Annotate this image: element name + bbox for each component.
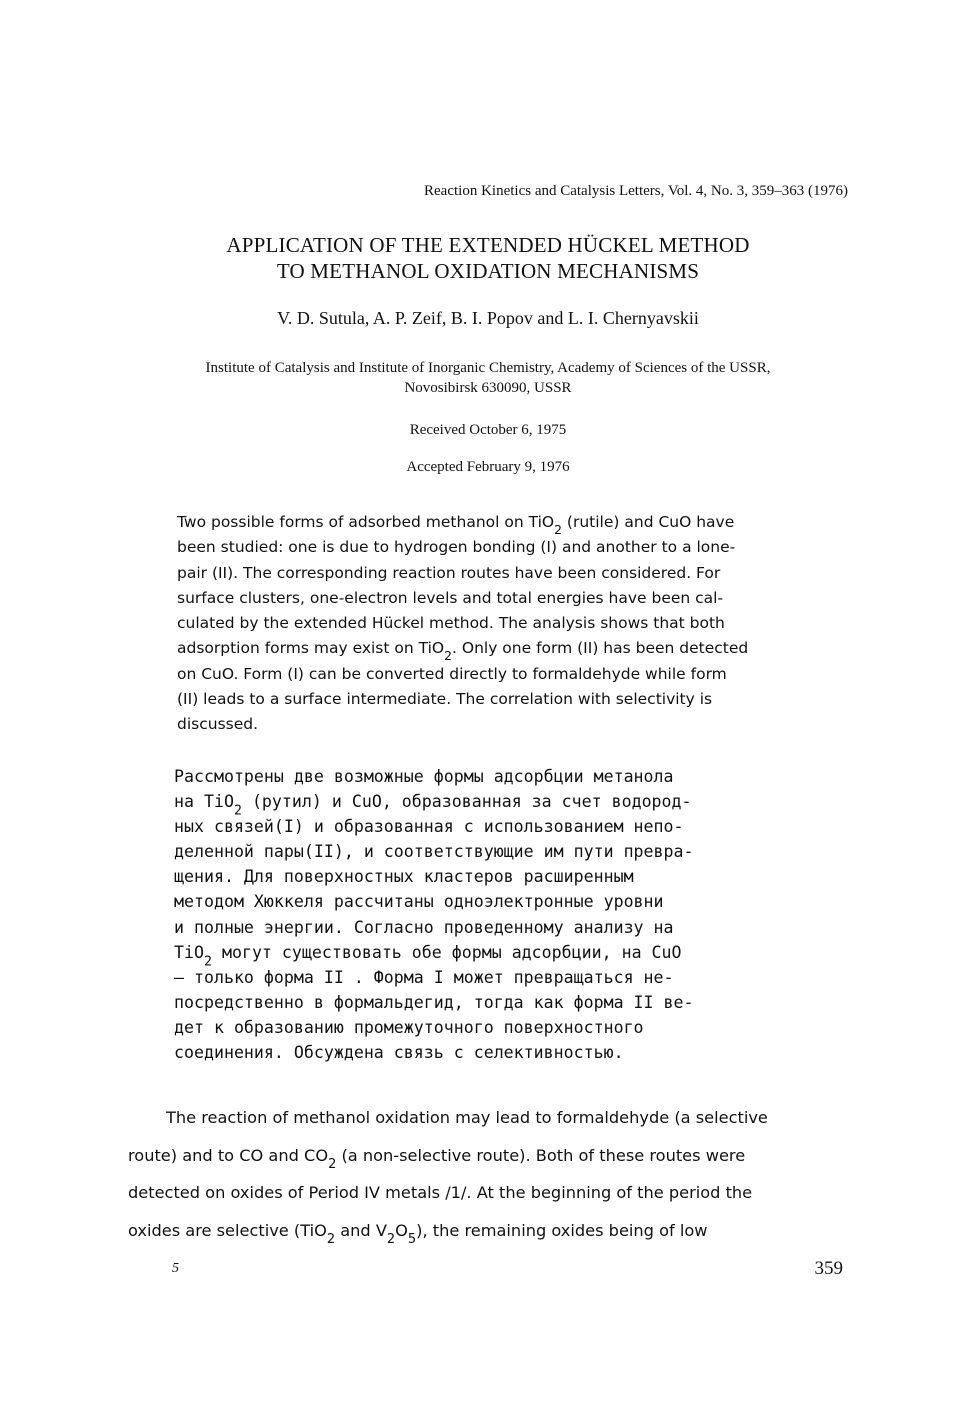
abstract-line: (II) leads to a surface intermediate. The correlation with selectivity is [177, 690, 713, 709]
abstract-line: – только форма II . Форма I может превращаться не- [174, 967, 674, 987]
abstract-line: и полные энергии. Согласно проведенному анализу на [174, 917, 674, 937]
accepted-date: Accepted February 9, 1976 [406, 459, 570, 475]
abstract-line: щения. Для поверхностных кластеров расширенным [174, 867, 634, 887]
abstract-line: TiO$_2$ могут существовать обе формы адсорбции, на CuO [174, 942, 682, 969]
journal-citation: Reaction Kinetics and Catalysis Letters, Vol. 4, No. 3, 359–363 (1976) [424, 183, 848, 199]
body-line: oxides are selective (TiO$_2$ and $V_2O_5$), the remaining oxides being of low [128, 1220, 708, 1247]
body-line: route) and to CO and $CO_2$ (a non-selective route). Both of these routes were [128, 1145, 746, 1172]
title-line: TO METHANOL OXIDATION MECHANISMS [276, 259, 700, 283]
abstract-line: been studied: one is due to hydrogen bonding (I) and another to a lone- [177, 538, 736, 557]
abstract-line: методом Хюккеля рассчитаны одноэлектронные уровни [174, 892, 664, 912]
body-line: detected on oxides of Period IV metals /1/. At the beginning of the period the [128, 1183, 753, 1202]
abstract-line: соединения. Обсуждена связь с селективностью. [174, 1043, 624, 1063]
abstract-line: ных связей(I) и образованная с использованием непо- [174, 817, 684, 837]
abstract-line: culated by the extended Hückel method. The analysis shows that both [177, 614, 725, 633]
abstract-line: на TiO$_2$ (рутил) и CuO, образованная за счет водород- [174, 792, 692, 819]
abstract-line: surface clusters, one-electron levels and total energies have been cal- [177, 588, 724, 607]
page-number: 359 [814, 1258, 843, 1279]
signature-mark: 5 [172, 1261, 179, 1276]
affiliation [0, 358, 976, 398]
abstract-line: посредственно в формальдегид, тогда как форма II ве- [174, 992, 694, 1012]
abstract-line: on CuO. Form (I) can be converted directly to formaldehyde while form [177, 664, 727, 683]
title-line: APPLICATION OF THE EXTENDED HÜCKEL METHOD [226, 233, 750, 257]
body-line: The reaction of methanol oxidation may lead to formaldehyde (a selective [166, 1108, 768, 1127]
affiliation-line: Institute of Catalysis and Institute of Inorganic Chemistry, Academy of Sciences of the USSR, [205, 360, 771, 376]
abstract-line: pair (II). The corresponding reaction routes have been considered. For [177, 563, 721, 582]
received-date: Received October 6, 1975 [409, 422, 567, 438]
abstract-line: дет к образованию промежуточного поверхностного [174, 1017, 644, 1037]
body-paragraph [128, 1099, 838, 1249]
abstract-line: adsorption forms may exist on TiO$_2$. Only one form (II) has been detected [177, 639, 749, 664]
abstract-line: Two possible forms of adsorbed methanol on TiO$_2$ (rutile) and CuO have [177, 513, 735, 537]
affiliation-line: Novosibirsk 630090, USSR [404, 380, 572, 396]
abstract-english [177, 510, 837, 738]
abstract-russian [174, 764, 838, 1065]
abstract-line: discussed. [177, 715, 259, 734]
article-title [0, 232, 976, 284]
abstract-line: Рассмотрены две возможные формы адсорбции метанола [174, 767, 674, 786]
authors: V. D. Sutula, A. P. Zeif, B. I. Popov and L. I. Chernyavskii [277, 308, 699, 328]
abstract-line: деленной пары(II), и соответствующие им пути превра- [174, 842, 694, 862]
